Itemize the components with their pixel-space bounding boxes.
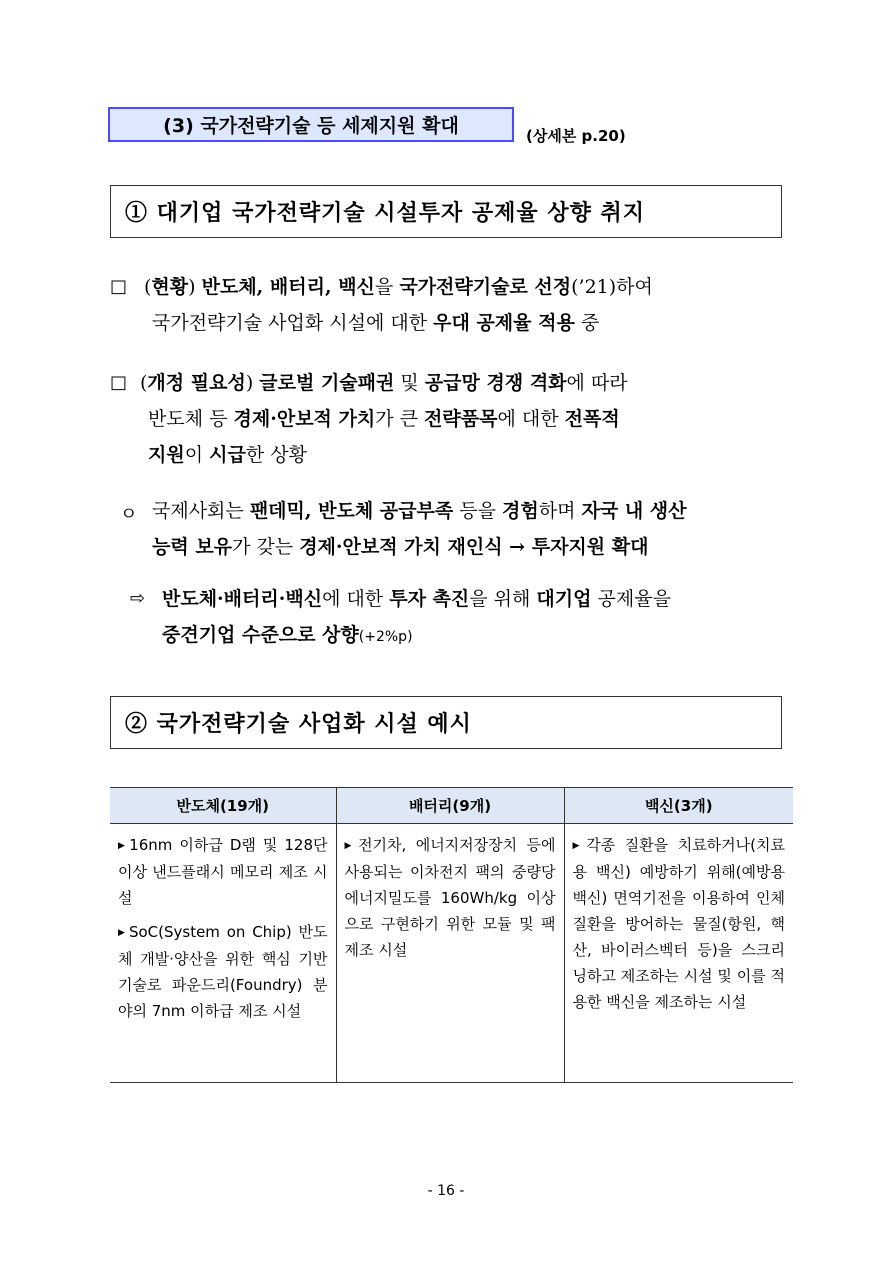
list-item: ▶ 전기차, 에너지저장장치 등에 사용되는 이차전지 팩의 중량당 에너지밀도를 160Wh/kg 이상으로 구현하기 위한 모듈 및 팩 제조 시설 [344, 836, 556, 959]
arrow-bullet-icon: ⇨ [130, 588, 146, 609]
subsection-box-1 [110, 185, 782, 238]
para1-line2: 국가전략기술 사업화 시설에 대한 우대 공제율 적용 중 [152, 312, 600, 334]
para2-line3: 지원이 시급한 상황 [148, 444, 307, 466]
para2-line1: (개정 필요성) 글로벌 기술패권 및 공급망 경쟁 격화에 따라 [140, 372, 628, 394]
para4-line1: 반도체·배터리·백신에 대한 투자 촉진을 위해 대기업 공제율을 [162, 588, 671, 610]
para4-line2: 중견기업 수준으로 상향(+2%p) [162, 624, 413, 646]
circle-bullet: ㅇ [120, 504, 138, 525]
battery-cell [336, 824, 564, 1083]
para3-line1: 국제사회는 팬데믹, 반도체 공급부족 등을 경험하며 자국 내 생산 [152, 500, 687, 522]
table-row [110, 824, 793, 1083]
list-item: ▶ SoC(System on Chip) 반도체 개발·양산을 위한 핵심 기반기술로 파운드리(Foundry) 분야의 7nm 이하급 제조 시설 [118, 923, 328, 1020]
section-title: (3) 국가전략기술 등 세제지원 확대 [108, 107, 514, 142]
list-item: ▶ 각종 질환을 치료하거나(치료용 백신) 예방하기 위해(예방용 백신) 면역기전을 이용하여 인체질환을 방어하는 물질(항원, 핵산, 바이러스벡터 등)을 스크리닝하고 제조하는 시설 및 이를 적용한 백신을 제조하는 시설 [572, 836, 785, 1011]
square-bullet-1: □ [110, 276, 128, 297]
vaccine-cell [564, 824, 793, 1083]
para2-tag: 개정 필요성 [147, 372, 246, 394]
header-semiconductor: 반도체(19개) [110, 788, 336, 824]
table-header-row [110, 788, 793, 824]
header-vaccine: 백신(3개) [564, 788, 793, 824]
semiconductor-cell [110, 824, 336, 1083]
list-item: ▶ 16nm 이하급 D램 및 128단 이상 낸드플래시 메모리 제조 시설 [118, 836, 328, 907]
triangle-bullet-icon: ▶ [344, 841, 357, 851]
triangle-bullet-icon: ▶ [572, 841, 585, 851]
para3-line2: 능력 보유가 갖는 경제·안보적 가치 재인식 → 투자지원 확대 [152, 536, 649, 558]
section-reference: (상세본 p.20) [526, 127, 626, 145]
subsection-title-2: ② 국가전략기술 사업화 시설 예시 [125, 711, 472, 737]
page-number: - 16 - [427, 1183, 465, 1199]
examples-table [110, 787, 793, 1083]
para1-tag: 현황 [151, 276, 189, 298]
subsection-title-1: ① 대기업 국가전략기술 시설투자 공제율 상향 취지 [125, 200, 645, 226]
para2-line2: 반도체 등 경제·안보적 가치가 큰 전략품목에 대한 전폭적 [148, 408, 620, 430]
triangle-bullet-icon: ▶ [118, 928, 127, 938]
para1-line1: (현황) 반도체, 배터리, 백신을 국가전략기술로 선정(’21)하여 [144, 276, 653, 298]
subsection-box-2 [110, 696, 782, 749]
square-bullet-2: □ [110, 372, 128, 393]
header-battery: 배터리(9개) [336, 788, 564, 824]
triangle-bullet-icon: ▶ [118, 841, 128, 851]
